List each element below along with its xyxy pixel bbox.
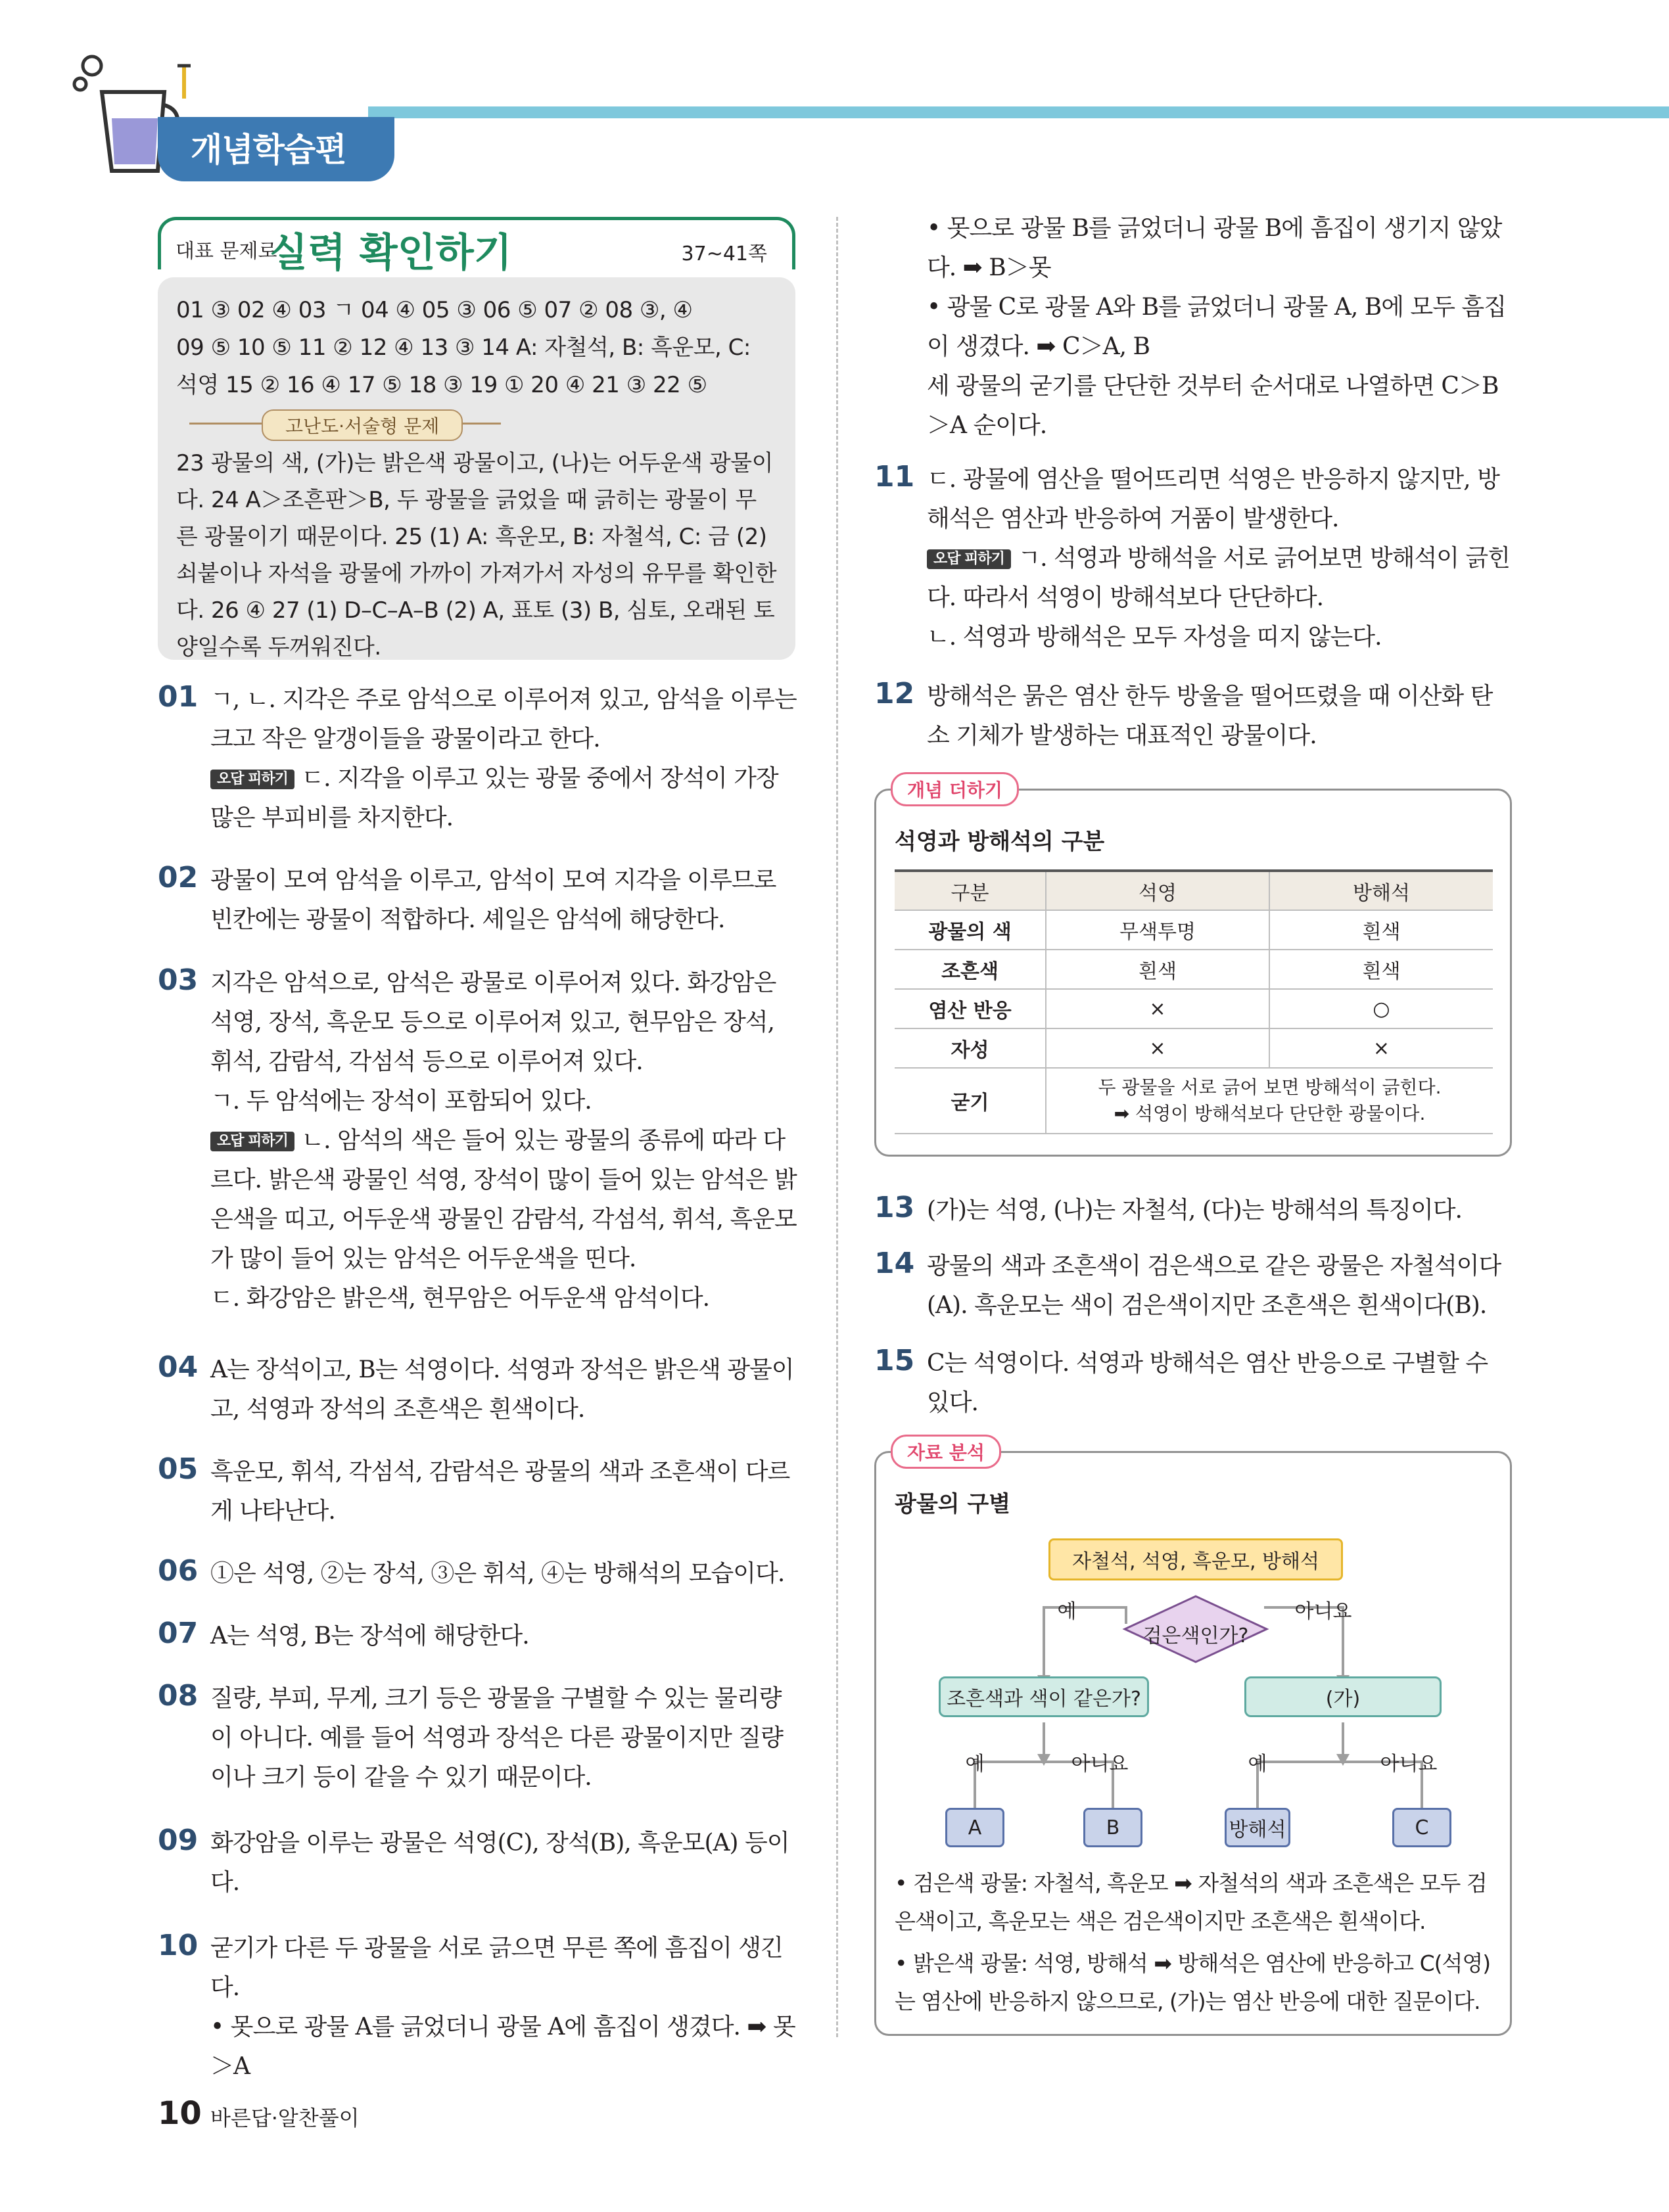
answer-box-header (158, 217, 795, 276)
answer-text: 오답 피하기 ㄴ. 암석의 색은 들어 있는 광물의 종류에 따라 다르다. 밝은색 광물인 석영, 장석이 많이 들어 있는 암석은 밝은색을 띠고, 어두운색 광물인 감람석, 각섬석, 휘석, 흑운모가 많이 들어 있는 암석은 어두운색을 띤다. (210, 1127, 797, 1272)
answer-text: 방해석은 묽은 염산 한두 방울을 떨어뜨렸을 때 이산화 탄소 기체가 발생하는 대표적인 광물이다. (927, 683, 1493, 749)
flow-yes-label: 예 (1057, 1600, 1077, 1623)
flow-left-question: 조흔색과 색이 같은가? (939, 1676, 1149, 1717)
table-cell: 자성 (895, 1028, 1046, 1068)
page-number: 10 (158, 2095, 202, 2132)
flow-yes-label: 예 (1248, 1753, 1267, 1776)
comparison-table (895, 869, 1493, 1134)
data-box-title: 광물의 구별 (895, 1491, 1011, 1517)
answer-item (158, 963, 799, 1318)
concept-box (874, 789, 1512, 1157)
answer-text: • 광물 C로 광물 A와 B를 긁었더니 광물 A, B에 모두 흠집이 생겼다. ➡ C＞A, B (927, 294, 1506, 360)
answer-item (874, 460, 1512, 657)
answer-text: • 못으로 광물 A를 긁었더니 광물 A에 흠집이 생겼다. ➡ 못＞A (210, 2014, 795, 2080)
data-note: • 밝은색 광물: 석영, 방해석 ➡ 방해석은 염산에 반응하고 C(석영)는 염산에 반응하지 않으므로, (가)는 염산 반응에 대한 질문이다. (895, 1950, 1491, 2014)
answer-text: 오답 피하기 ㄱ. 석영과 방해석을 서로 긁어보면 방해석이 긁힌다. 따라서 석영이 방해석보다 단단하다. (927, 545, 1510, 611)
answer-box-label: 대표 문제로 (176, 240, 277, 263)
answer-line: 01 ③ 02 ④ 03 ㄱ 04 ④ 05 ③ 06 ⑤ 07 ② 08 ③, ④ (176, 297, 693, 323)
table-cell: ○ (1269, 989, 1493, 1028)
flowchart-connectors (876, 1453, 1514, 1847)
flow-leaf: 방해석 (1225, 1808, 1290, 1847)
answer-number: 09 (158, 1824, 199, 1857)
data-note: • 검은색 광물: 자철석, 흑운모 ➡ 자철석의 색과 조흔색은 모두 검은색이고, 흑운모는 색은 검은색이지만 조흔색은 흰색이다. (895, 1870, 1487, 1934)
answer-number: 07 (158, 1617, 199, 1650)
answer-text: (가)는 석영, (나)는 자철석, (다)는 방해석의 특징이다. (927, 1197, 1463, 1224)
table-cell: × (1269, 1028, 1493, 1068)
answer-item (158, 1929, 799, 2086)
table-cell (1046, 1068, 1493, 1134)
flow-top-node: 자철석, 석영, 흑운모, 방해석 (1048, 1538, 1343, 1580)
answer-text: ㄷ. 화강암은 밝은색, 현무암은 어두운색 암석이다. (210, 1285, 710, 1312)
wrong-answer-tag: 오답 피하기 (210, 770, 294, 789)
flow-leaf: C (1392, 1808, 1451, 1847)
answer-text: • 못으로 광물 B를 긁었더니 광물 B에 흠집이 생기지 않았다. ➡ B＞못 (927, 215, 1502, 281)
table-cell: 흰색 (1269, 950, 1493, 989)
answer-number: 01 (158, 680, 199, 714)
answer-line: 09 ⑤ 10 ⑤ 11 ② 12 ④ 13 ③ 14 A: 자철석, B: 흑운모, C: (176, 334, 751, 361)
book-title: 바른답·알찬풀이 (210, 2106, 360, 2131)
answer-text: 세 광물의 굳기를 단단한 것부터 순서대로 나열하면 C＞B＞A 순이다. (927, 373, 1499, 439)
answer-text: ㄷ. 광물에 염산을 떨어뜨리면 석영은 반응하지 않지만, 방해석은 염산과 반응하여 거품이 발생한다. (927, 466, 1499, 532)
table-header-row (895, 871, 1493, 910)
table-cell: 조흔색 (895, 950, 1046, 989)
table-row (895, 989, 1493, 1028)
answer-text: 화강암을 이루는 광물은 석영(C), 장석(B), 흑운모(A) 등이다. (210, 1830, 789, 1896)
answer-number: 15 (874, 1344, 915, 1377)
flow-leaf: B (1083, 1808, 1142, 1847)
answer-text: 오답 피하기 ㄷ. 지각을 이루고 있는 광물 중에서 장석이 가장 많은 부피비를 차지한다. (210, 765, 778, 831)
answer-text: ㄴ. 석영과 방해석은 모두 자성을 띠지 않는다. (927, 624, 1382, 651)
answer-text: ㄱ, ㄴ. 지각은 주로 암석으로 이루어져 있고, 암석을 이루는 크고 작은 알갱이들을 광물이라고 한다. (210, 686, 797, 752)
answer-number: 06 (158, 1554, 199, 1588)
flow-question: 검은색인가? (1142, 1624, 1249, 1647)
answer-item (874, 209, 1512, 446)
answer-item (874, 677, 1512, 756)
column-divider (836, 217, 838, 2037)
flow-yes-label: 예 (965, 1753, 985, 1776)
answer-text: A는 장석이고, B는 석영이다. 석영과 장석은 밝은색 광물이고, 석영과 장석의 조흔색은 흰색이다. (210, 1356, 794, 1423)
answer-item (158, 1452, 799, 1531)
answer-text: ①은 석영, ②는 장석, ③은 휘석, ④는 방해석의 모습이다. (210, 1560, 785, 1587)
table-row (895, 910, 1493, 950)
answer-number: 14 (874, 1247, 915, 1280)
answer-item (158, 861, 799, 940)
header-bar (368, 106, 1669, 118)
wrong-answer-tag: 오답 피하기 (210, 1132, 294, 1151)
answer-number: 11 (874, 460, 915, 494)
answer-number: 03 (158, 963, 199, 997)
answer-line: 석영 15 ② 16 ④ 17 ⑤ 18 ③ 19 ① 20 ④ 21 ③ 22 ⑤ (176, 372, 707, 398)
table-cell: 광물의 색 (895, 910, 1046, 950)
descriptive-divider (176, 405, 777, 441)
answer-text: 굳기가 다른 두 광물을 서로 긁으면 무른 쪽에 흠집이 생긴다. (210, 1935, 783, 2001)
answer-text: 흑운모, 휘석, 각섬석, 감람석은 광물의 색과 조흔색이 다르게 나타난다. (210, 1458, 790, 1525)
flow-no-label: 아니요 (1294, 1600, 1352, 1623)
answer-text: 광물이 모여 암석을 이루고, 암석이 모여 지각을 이루므로 빈칸에는 광물이 적합하다. 셰일은 암석에 해당한다. (210, 867, 776, 933)
answer-box-pages: 37~41쪽 (681, 242, 767, 265)
table-row (895, 950, 1493, 989)
table-row (895, 1028, 1493, 1068)
flow-no-label: 아니요 (1071, 1753, 1129, 1776)
answer-number: 04 (158, 1350, 199, 1384)
data-analysis-box (874, 1451, 1512, 2036)
answer-item (158, 1679, 799, 1797)
table-cell: 흰색 (1046, 950, 1269, 989)
answer-number: 02 (158, 861, 199, 894)
descriptive-answers: 23 광물의 색, (가)는 밝은색 광물이고, (나)는 어두운색 광물이다. 24 A＞조흔판＞B, 두 광물을 긁었을 때 긁히는 광물이 무른 광물이기 때문이다. 25 (1) A: 흑운모, B: 자철석, C: 금 (2) 쇠붙이나 자석을 광물에 가까이 가져가서 자성의 유무를 확인한다. 26 ④ 27 (1) D–C–A–B (2) A, 표토 (3) B, 심토, 오래된 토양일수록 두꺼워진다. (176, 450, 777, 660)
answer-text: 지각은 암석으로, 암석은 광물로 이루어져 있다. 화강암은 석영, 장석, 흑운모 등으로 이루어져 있고, 현무암은 장석, 휘석, 감람석, 각섬석 등으로 이루어져 있다. (210, 969, 776, 1075)
table-cell: 흰색 (1269, 910, 1493, 950)
answer-item (874, 1191, 1512, 1230)
concept-box-title: 석영과 방해석의 구분 (895, 829, 1105, 855)
table-header: 구분 (895, 871, 1046, 910)
answer-text: A는 석영, B는 장석에 해당한다. (210, 1623, 529, 1649)
answer-item (158, 1554, 799, 1594)
table-cell: × (1046, 989, 1269, 1028)
descriptive-subheading: 고난도·서술형 문제 (262, 409, 463, 441)
table-row (895, 1068, 1493, 1134)
answer-text: C는 석영이다. 석영과 방해석은 염산 반응으로 구별할 수 있다. (927, 1350, 1488, 1416)
wrong-answer-tag: 오답 피하기 (927, 549, 1011, 569)
answer-item (158, 680, 799, 838)
answer-number: 10 (158, 1929, 199, 1962)
data-box-chip: 자료 분석 (891, 1435, 1001, 1469)
answer-item (158, 1617, 799, 1656)
answer-text: 광물의 색과 조흔색이 검은색으로 같은 광물은 자철석이다(A). 흑운모는 색이 검은색이지만 조흔색은 흰색이다(B). (927, 1253, 1501, 1319)
answer-item (874, 1247, 1512, 1325)
answer-number: 13 (874, 1191, 915, 1224)
answer-text: ㄱ. 두 암석에는 장석이 포함되어 있다. (210, 1088, 592, 1115)
table-cell: 굳기 (895, 1068, 1046, 1134)
answer-number: 05 (158, 1452, 199, 1486)
answer-number: 08 (158, 1679, 199, 1713)
answer-number: 12 (874, 677, 915, 710)
answer-text: 질량, 부피, 무게, 크기 등은 광물을 구별할 수 있는 물리량이 아니다. 예를 들어 석영과 장석은 다른 광물이지만 질량이나 크기 등이 같을 수 있기 때문이다. (210, 1685, 783, 1791)
table-header: 방해석 (1269, 871, 1493, 910)
answer-box-title: 실력 확인하기 (270, 230, 512, 276)
answer-item (158, 1350, 799, 1429)
flow-right-question: (가) (1244, 1676, 1442, 1717)
hardness-line: ➡ 석영이 방해석보다 단단한 광물이다. (1114, 1103, 1426, 1124)
hardness-line: 두 광물을 서로 긁어 보면 방해석이 긁힌다. (1098, 1076, 1442, 1098)
table-cell: × (1046, 1028, 1269, 1068)
concept-box-chip: 개념 더하기 (891, 772, 1019, 806)
answer-item (158, 1824, 799, 1902)
table-cell: 무색투명 (1046, 910, 1269, 950)
flow-no-label: 아니요 (1380, 1753, 1438, 1776)
flow-leaf: A (945, 1808, 1004, 1847)
section-title: 개념학습편 (191, 131, 346, 169)
table-header: 석영 (1046, 871, 1269, 910)
answer-summary-box (158, 277, 795, 660)
answer-item (874, 1344, 1512, 1423)
table-cell: 염산 반응 (895, 989, 1046, 1028)
